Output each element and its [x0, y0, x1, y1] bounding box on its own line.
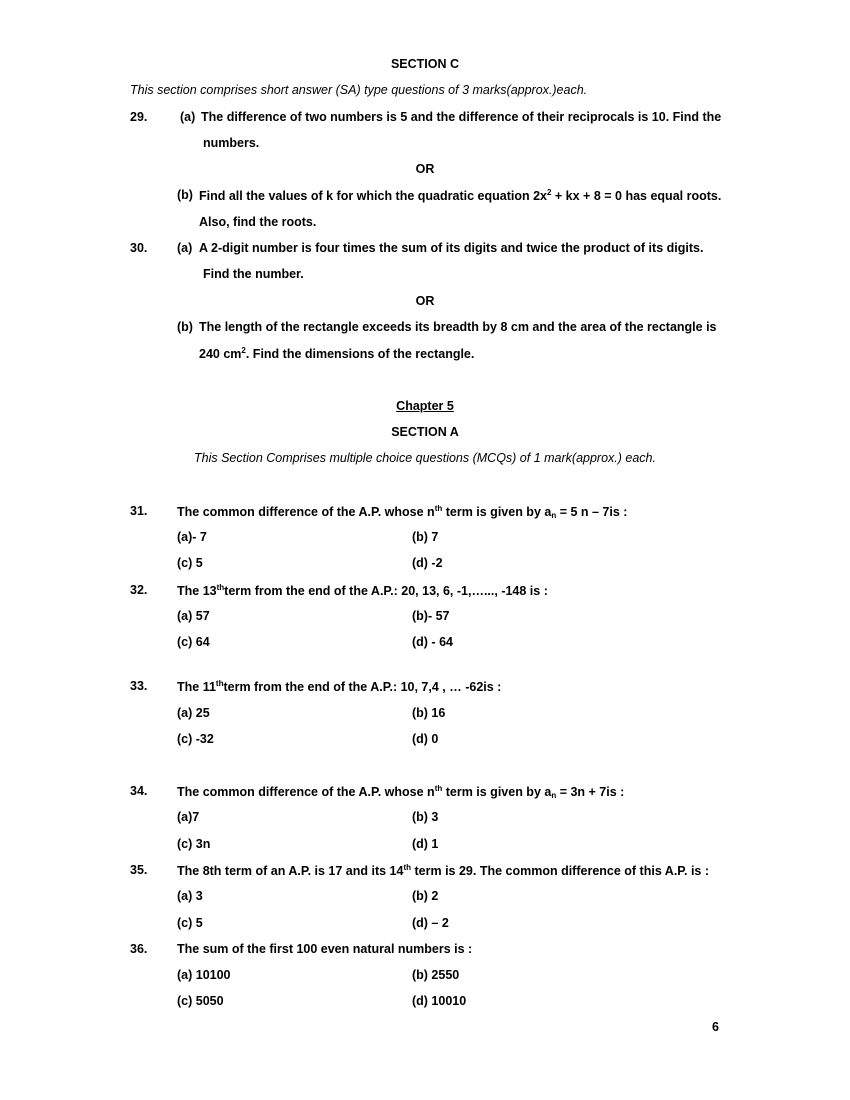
- option-c: (c) 3n: [177, 837, 211, 851]
- question-29b-label: (b): [177, 188, 193, 202]
- option-a: (a)- 7: [177, 530, 207, 544]
- or-divider: OR: [415, 162, 435, 176]
- page-number: 6: [712, 1020, 719, 1034]
- question-30b-label: (b): [177, 320, 193, 334]
- question-30-number: 30.: [130, 241, 148, 255]
- option-b: (b)- 57: [412, 609, 450, 623]
- option-c: (c) 5050: [177, 994, 224, 1008]
- option-a: (a) 25: [177, 706, 210, 720]
- option-b: (b) 2: [412, 889, 439, 903]
- question-35-number: 35.: [130, 863, 148, 877]
- question-30a-label: (a): [177, 241, 193, 255]
- option-c: (c) 5: [177, 916, 203, 930]
- option-d: (d) 10010: [412, 994, 467, 1008]
- chapter-title: Chapter 5: [396, 399, 454, 413]
- section-c-intro: This section comprises short answer (SA) type questions of 3 marks(approx.)each.: [130, 83, 588, 97]
- or-divider: OR: [415, 294, 435, 308]
- option-b: (b) 16: [412, 706, 446, 720]
- option-d: (d) 0: [412, 732, 439, 746]
- question-29a-text-cont: numbers.: [203, 136, 260, 150]
- question-32-number: 32.: [130, 583, 148, 597]
- question-35-text: The 8th term of an A.P. is 17 and its 14th term is 29. The common difference of this A.P. is :: [177, 863, 710, 878]
- section-a-intro: This Section Comprises multiple choice questions (MCQs) of 1 mark(approx.) each.: [194, 451, 656, 465]
- question-34-text: The common difference of the A.P. whose $n^{th}$ term is given by $a_n = 3n + 7is$ :: [177, 784, 625, 800]
- question-29b-text-cont: Also, find the roots.: [199, 215, 317, 229]
- question-30a-text-cont: Find the number.: [203, 267, 304, 281]
- option-d: (d) 1: [412, 837, 439, 851]
- option-a: (a) 10100: [177, 968, 231, 982]
- option-c: (c) 64: [177, 635, 210, 649]
- option-a: (a) 57: [177, 609, 210, 623]
- question-30b-text-cont: 240 $cm^2$. Find the dimensions of the rectangle.: [199, 346, 475, 361]
- option-a: (a) 3: [177, 889, 203, 903]
- option-b: (b) 7: [412, 530, 439, 544]
- question-30b-text: The length of the rectangle exceeds its breadth by 8 cm and the area of the rectangle is: [199, 320, 717, 334]
- question-30a-text: A 2-digit number is four times the sum of its digits and twice the product of its digits.: [199, 241, 704, 255]
- question-31-number: 31.: [130, 504, 148, 518]
- option-b: (b) 2550: [412, 968, 460, 982]
- option-d: (d) - 64: [412, 635, 453, 649]
- section-c-title: SECTION C: [390, 57, 460, 71]
- question-36-text: The sum of the first 100 even natural numbers is :: [177, 942, 473, 956]
- option-d: (d) -2: [412, 556, 443, 570]
- question-31-text: The common difference of the A.P. whose $n^{th}$ term is given by $a_n = 5$ n – 7is :: [177, 504, 628, 520]
- question-33-text: The 11thterm from the end of the A.P.: 10, 7,4 , … -62is :: [177, 679, 502, 694]
- option-a: (a)7: [177, 810, 200, 824]
- question-29a-text: The difference of two numbers is 5 and the difference of their reciprocals is 10. Find the: [201, 110, 722, 124]
- section-a-title: SECTION A: [391, 425, 459, 439]
- question-29a-label: (a): [180, 110, 196, 124]
- question-34-number: 34.: [130, 784, 148, 798]
- option-c: (c) 5: [177, 556, 203, 570]
- question-32-text: The 13thterm from the end of the A.P.: 20, 13, 6, -1,…..., -148 is :: [177, 583, 548, 598]
- question-33-number: 33.: [130, 679, 148, 693]
- question-36-number: 36.: [130, 942, 148, 956]
- option-d: (d) – 2: [412, 916, 449, 930]
- question-29-number: 29.: [130, 110, 148, 124]
- option-b: (b) 3: [412, 810, 439, 824]
- option-c: (c) -32: [177, 732, 214, 746]
- question-29b-text: Find all the values of k for which the quadratic equation $2x^2$ + kx + 8 = 0 has equal roots.: [199, 188, 722, 203]
